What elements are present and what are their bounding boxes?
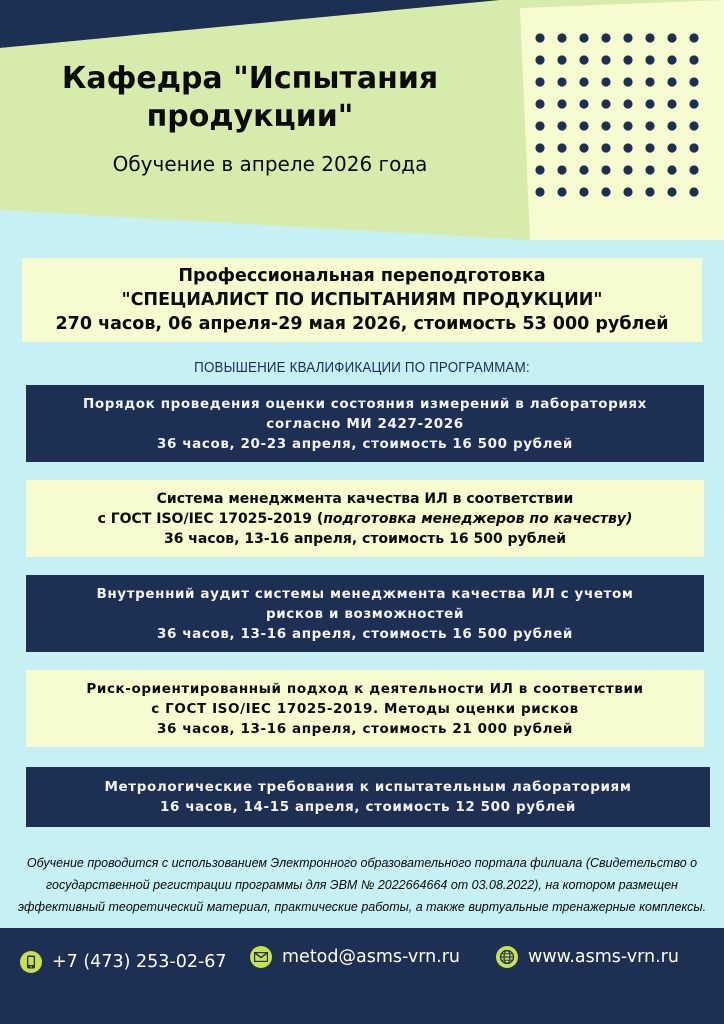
course-4-subtitle: с ГОСТ ISO/IEC 17025-2019. Методы оценки рисков [151, 700, 579, 717]
course-card-4 [26, 670, 704, 747]
decor-dot [667, 165, 676, 174]
decor-dot [689, 143, 698, 152]
course-1-subtitle: согласно МИ 2427-2026 [266, 415, 464, 432]
main-program-name: "СПЕЦИАЛИСТ ПО ИСПЫТАНИЯМ ПРОДУКЦИИ" [121, 290, 603, 310]
decor-dot [623, 143, 632, 152]
decor-dot [579, 187, 588, 196]
decor-dot [535, 187, 544, 196]
note-line-3: эффективный теоретический материал, практические работы, а также виртуальные тренажерные комплексы. [17, 900, 707, 914]
decor-dot [623, 99, 632, 108]
decor-dot [623, 121, 632, 130]
decor-dot [535, 143, 544, 152]
decor-dot [623, 165, 632, 174]
course-card-3 [26, 575, 704, 652]
phone-number[interactable]: +7 (473) 253-02-67 [52, 952, 227, 972]
decor-dot [557, 121, 566, 130]
decor-dot [667, 55, 676, 64]
course-5-details: 16 часов, 14-15 апреля, стоимость 12 500 рублей [160, 799, 576, 815]
decor-dot [623, 33, 632, 42]
decor-dot [623, 77, 632, 86]
page-title [30, 60, 470, 136]
decor-dot [689, 99, 698, 108]
decor-dot [557, 99, 566, 108]
decor-dot [689, 55, 698, 64]
decor-dot [579, 77, 588, 86]
website-url[interactable]: www.asms-vrn.ru [528, 947, 679, 967]
decor-dot [579, 121, 588, 130]
decor-dot [645, 165, 654, 174]
course-card-2 [26, 480, 704, 557]
decor-dot [579, 143, 588, 152]
note-line-1: Обучение проводится с использованием Электронного образовательного портала филиала (Свидетельство о [26, 856, 698, 870]
envelope-icon [250, 946, 272, 968]
decor-dot [557, 165, 566, 174]
decor-dot [645, 99, 654, 108]
course-card-1 [26, 385, 704, 462]
decor-dot [667, 77, 676, 86]
main-program-type: Профессиональная переподготовка [178, 266, 546, 286]
decor-dot [601, 99, 610, 108]
email-address[interactable]: metod@asms-vrn.ru [282, 947, 461, 967]
course-3-details: 36 часов, 13-16 апреля, стоимость 16 500 рублей [157, 625, 573, 642]
main-program-card [22, 258, 702, 342]
decor-dot [557, 143, 566, 152]
decor-dot [535, 33, 544, 42]
decor-dot [667, 99, 676, 108]
decor-dot [535, 55, 544, 64]
decor-dot [601, 55, 610, 64]
globe-icon [496, 946, 518, 968]
course-2-subtitle [98, 509, 633, 529]
decor-dot [645, 77, 654, 86]
decor-dot [623, 187, 632, 196]
course-3-subtitle: рисков и возможностей [265, 605, 464, 622]
section-heading: ПОВЫШЕНИЕ КВАЛИФИКАЦИИ ПО ПРОГРАММАМ: [194, 360, 530, 376]
decor-dot [535, 77, 544, 86]
decor-dot [601, 77, 610, 86]
course-5-title: Метрологические требования к испытательным лабораториям [104, 779, 632, 795]
decor-dot [601, 143, 610, 152]
decor-dot [535, 121, 544, 130]
course-2-audience: подготовка менеджеров по качеству) [323, 510, 633, 527]
contact-email[interactable] [250, 946, 460, 968]
portal-note [12, 852, 712, 918]
course-1-details: 36 часов, 20-23 апреля, стоимость 16 500 рублей [157, 435, 573, 452]
course-3-title: Внутренний аудит системы менеджмента качества ИЛ с учетом [96, 585, 634, 602]
course-4-details: 36 часов, 13-16 апреля, стоимость 21 000 рублей [157, 720, 573, 737]
course-1-title: Порядок проведения оценки состояния измерений в лабораториях [83, 395, 647, 412]
decor-dot [667, 143, 676, 152]
title-line-2: продукции" [146, 99, 354, 134]
decor-dot [667, 33, 676, 42]
decor-dot [645, 143, 654, 152]
decor-dot [579, 55, 588, 64]
title-line-1: Кафедра "Испытания [61, 61, 439, 96]
decor-dot [557, 33, 566, 42]
decor-dot [601, 165, 610, 174]
course-card-5 [26, 767, 710, 827]
decor-dot [645, 55, 654, 64]
contact-website[interactable] [496, 946, 679, 968]
decor-dot [579, 165, 588, 174]
decor-dot [579, 99, 588, 108]
decor-dot [535, 99, 544, 108]
course-4-title: Риск-ориентированный подход к деятельности ИЛ в соответствии [86, 680, 644, 697]
dot-grid-decoration [530, 28, 710, 203]
decor-dot [645, 121, 654, 130]
decor-dot [601, 187, 610, 196]
decor-dot [535, 165, 544, 174]
footer-bar [0, 928, 724, 1024]
contact-phone[interactable] [20, 951, 227, 973]
decor-dot [557, 55, 566, 64]
course-2-standard: с ГОСТ ISO/IEC 17025-2019 ( [97, 510, 324, 527]
main-program-details: 270 часов, 06 апреля-29 мая 2026, стоимость 53 000 рублей [55, 314, 669, 334]
decor-dot [689, 121, 698, 130]
decor-dot [579, 33, 588, 42]
note-line-2: государственной регистрации программы для ЭВМ № 2022664664 от 03.08.2022), на котором размещен [46, 878, 678, 892]
course-2-details: 36 часов, 13-16 апреля, стоимость 16 500 рублей [163, 530, 567, 547]
decor-dot [645, 187, 654, 196]
decor-dot [689, 33, 698, 42]
decor-dot [623, 55, 632, 64]
decor-dot [667, 121, 676, 130]
decor-dot [601, 33, 610, 42]
decor-dot [689, 165, 698, 174]
decor-dot [667, 187, 676, 196]
decor-dot [557, 77, 566, 86]
decor-dot [689, 77, 698, 86]
decor-dot [601, 121, 610, 130]
course-2-title: Система менеджмента качества ИЛ в соответствии [156, 490, 574, 507]
page-subtitle: Обучение в апреле 2026 года [112, 152, 428, 176]
decor-dot [557, 187, 566, 196]
phone-icon [20, 951, 42, 973]
decor-dot [645, 33, 654, 42]
decor-dot [689, 187, 698, 196]
